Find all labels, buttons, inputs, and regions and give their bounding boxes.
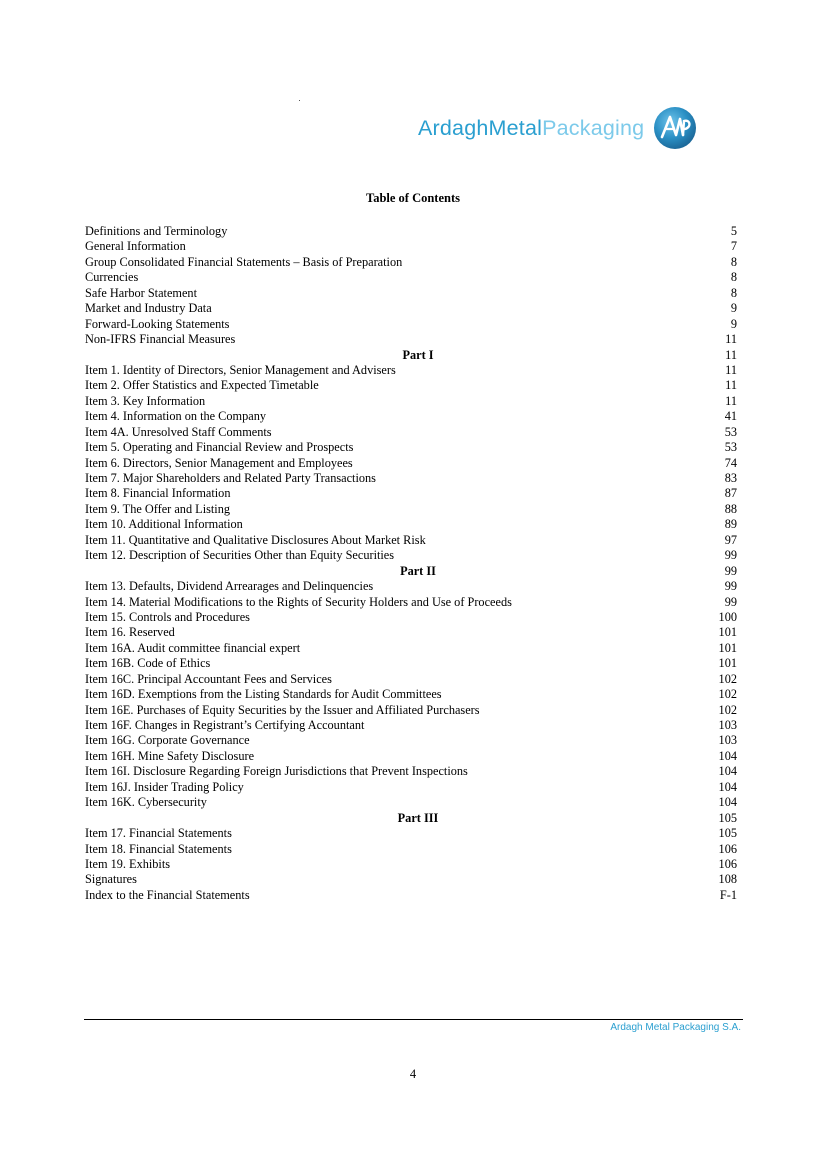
toc-entry[interactable] (85, 703, 737, 718)
toc-entry-label: Item 16G. Corporate Governance (85, 733, 250, 748)
toc-entry[interactable] (85, 286, 737, 301)
toc-entry[interactable] (85, 780, 737, 795)
toc-entry[interactable] (85, 733, 737, 748)
toc-entry-label: Part III (397, 810, 439, 825)
toc-entry-label: Item 1. Identity of Directors, Senior Management and Advisers (85, 362, 396, 377)
toc-entry-label: Item 16I. Disclosure Regarding Foreign Jurisdictions that Prevent Inspections (85, 764, 468, 779)
toc-entry-page: 8 (730, 285, 737, 300)
toc-entry[interactable] (85, 579, 737, 594)
toc-entry[interactable] (85, 255, 737, 270)
toc-entry-label: Item 6. Directors, Senior Management and Employees (85, 455, 353, 470)
toc-entry-page: 8 (730, 270, 737, 285)
toc-entry-label: Item 16J. Insider Trading Policy (85, 779, 244, 794)
toc-part-heading[interactable] (85, 348, 737, 363)
toc-entry-label: Item 16F. Changes in Registrant’s Certifying Accountant (85, 718, 365, 732)
toc-entry[interactable] (85, 842, 737, 857)
table-of-contents (85, 224, 737, 903)
toc-entry-page: 104 (718, 795, 737, 810)
toc-entry-page: F-1 (719, 887, 737, 902)
toc-entry-label: Signatures (85, 872, 137, 887)
toc-entry-page: 11 (725, 362, 737, 377)
toc-entry-page: 97 (724, 532, 737, 547)
company-logo (418, 104, 698, 152)
toc-entry[interactable] (85, 363, 737, 378)
toc-entry[interactable] (85, 409, 737, 424)
toc-entry-label: Item 12. Description of Securities Other than Equity Securities (85, 548, 395, 563)
toc-entry-page: 100 (718, 609, 737, 624)
toc-entry-label: Index to the Financial Statements (85, 887, 250, 902)
toc-entry-label: Item 18. Financial Statements (85, 841, 232, 856)
toc-entry-label: Item 8. Financial Information (85, 486, 231, 501)
toc-entry-page: 104 (718, 764, 737, 779)
toc-entry-page: 103 (718, 733, 737, 748)
toc-entry-page: 74 (724, 455, 737, 470)
footer-company-name: Ardagh Metal Packaging S.A. (610, 1022, 741, 1033)
footer-divider (84, 1019, 743, 1020)
logo-wordmark-bold: ArdaghMetal (418, 115, 543, 140)
toc-entry-page: 83 (724, 471, 737, 485)
toc-entry[interactable] (85, 764, 737, 779)
toc-entry-label: Item 16. Reserved (85, 625, 175, 640)
toc-entry-label: Safe Harbor Statement (85, 285, 197, 300)
toc-entry[interactable] (85, 332, 737, 347)
toc-entry-page: 99 (724, 563, 737, 578)
toc-entry-page: 101 (718, 625, 737, 640)
toc-entry-label: Part I (402, 347, 434, 362)
toc-entry-label: Item 19. Exhibits (85, 856, 171, 871)
toc-entry-page: 102 (718, 687, 737, 702)
toc-entry[interactable] (85, 502, 737, 517)
toc-entry[interactable] (85, 672, 737, 687)
toc-entry-label: Item 11. Quantitative and Qualitative Disclosures About Market Risk (85, 532, 426, 547)
logo-wordmark (418, 116, 644, 141)
toc-entry[interactable] (85, 270, 737, 285)
toc-entry[interactable] (85, 548, 737, 563)
toc-entry-page: 87 (724, 486, 737, 501)
toc-entry-page: 5 (730, 224, 737, 238)
toc-entry-label: Item 14. Material Modifications to the Rights of Security Holders and Use of Proceeds (85, 594, 512, 609)
toc-entry-label: Item 16D. Exemptions from the Listing Standards for Audit Committees (85, 687, 442, 702)
toc-entry[interactable] (85, 394, 737, 409)
toc-entry-label: Item 13. Defaults, Dividend Arrearages and Delinquencies (85, 579, 374, 594)
toc-entry[interactable] (85, 378, 737, 393)
toc-entry-page: 9 (730, 316, 737, 331)
toc-entry[interactable] (85, 718, 737, 733)
amp-globe-icon (652, 105, 698, 151)
toc-entry-label: Item 16C. Principal Accountant Fees and Services (85, 671, 332, 686)
toc-entry[interactable] (85, 471, 737, 486)
toc-entry[interactable] (85, 224, 737, 239)
toc-entry-label: Item 17. Financial Statements (85, 826, 232, 841)
toc-entry-page: 11 (725, 332, 737, 347)
toc-entry-page: 89 (724, 517, 737, 532)
toc-entry-page: 11 (725, 378, 737, 393)
toc-entry-page: 106 (718, 841, 737, 856)
toc-entry[interactable] (85, 239, 737, 254)
toc-entry-page: 101 (718, 656, 737, 671)
toc-entry[interactable] (85, 595, 737, 610)
toc-entry-page: 99 (724, 594, 737, 609)
toc-entry-page: 104 (718, 748, 737, 763)
toc-entry-page: 99 (724, 548, 737, 563)
toc-entry-label: Item 5. Operating and Financial Review and Prospects (85, 440, 354, 455)
toc-entry-page: 102 (718, 671, 737, 686)
toc-entry-label: Part II (400, 563, 436, 578)
toc-entry[interactable] (85, 656, 737, 671)
toc-part-heading[interactable] (85, 811, 737, 826)
toc-entry[interactable] (85, 687, 737, 702)
toc-entry-page: 104 (718, 779, 737, 794)
toc-entry[interactable] (85, 641, 737, 656)
page-number: 4 (409, 1067, 417, 1081)
toc-entry-page: 53 (724, 440, 737, 455)
toc-entry-label: Market and Industry Data (85, 301, 212, 316)
toc-title: Table of Contents (366, 191, 460, 205)
toc-entry-page: 11 (725, 347, 737, 362)
toc-entry-label: Item 4A. Unresolved Staff Comments (85, 424, 272, 439)
toc-entry-label: Item 7. Major Shareholders and Related Party Transactions (85, 471, 376, 485)
toc-entry-page: 53 (724, 424, 737, 439)
toc-entry-page: 105 (718, 826, 737, 841)
toc-entry-page: 7 (730, 239, 737, 254)
toc-entry-page: 99 (724, 579, 737, 594)
toc-entry[interactable] (85, 517, 737, 532)
toc-entry-label: Forward-Looking Statements (85, 316, 230, 331)
toc-entry-label: Item 16A. Audit committee financial expert (85, 640, 301, 655)
toc-entry-page: 11 (725, 393, 737, 408)
toc-entry[interactable] (85, 888, 737, 903)
toc-entry-label: Item 9. The Offer and Listing (85, 501, 231, 516)
toc-entry-page: 101 (718, 640, 737, 655)
toc-entry[interactable] (85, 301, 737, 316)
toc-entry-label: Item 4. Information on the Company (85, 409, 267, 424)
toc-entry-page: 108 (718, 872, 737, 887)
toc-entry-label: Item 10. Additional Information (85, 517, 243, 532)
toc-entry-label: Item 16B. Code of Ethics (85, 656, 211, 671)
toc-entry[interactable] (85, 749, 737, 764)
toc-entry-page: 9 (730, 301, 737, 316)
toc-entry-page: 41 (724, 409, 737, 424)
toc-entry-label: General Information (85, 239, 186, 254)
toc-entry-label: Item 16E. Purchases of Equity Securities by the Issuer and Affiliated Purchasers (85, 702, 480, 717)
toc-entry[interactable] (85, 857, 737, 872)
toc-entry-page: 105 (718, 810, 737, 825)
toc-entry-label: Item 2. Offer Statistics and Expected Timetable (85, 378, 319, 393)
toc-entry-page: 8 (730, 254, 737, 269)
toc-entry-label: Item 16K. Cybersecurity (85, 795, 207, 810)
toc-part-heading[interactable] (85, 564, 737, 579)
toc-entry[interactable] (85, 610, 737, 625)
stray-dot (299, 100, 300, 101)
toc-entry[interactable] (85, 533, 737, 548)
logo-wordmark-light: Packaging (542, 115, 645, 140)
toc-entry-label: Currencies (85, 270, 139, 285)
toc-entry[interactable] (85, 826, 737, 841)
toc-entry[interactable] (85, 425, 737, 440)
toc-entry-label: Item 16H. Mine Safety Disclosure (85, 748, 255, 763)
toc-entry[interactable] (85, 486, 737, 501)
toc-entry-label: Definitions and Terminology (85, 224, 228, 238)
toc-entry-page: 106 (718, 856, 737, 871)
toc-entry[interactable] (85, 456, 737, 471)
toc-entry-page: 102 (718, 702, 737, 717)
toc-entry[interactable] (85, 795, 737, 810)
toc-entry-label: Group Consolidated Financial Statements – Basis of Preparation (85, 254, 403, 269)
toc-entry-label: Item 3. Key Information (85, 393, 206, 408)
toc-entry-label: Non-IFRS Financial Measures (85, 332, 236, 347)
toc-entry-page: 103 (718, 718, 737, 732)
toc-entry-label: Item 15. Controls and Procedures (85, 609, 250, 624)
toc-entry-page: 88 (724, 501, 737, 516)
toc-entry[interactable] (85, 317, 737, 332)
toc-entry[interactable] (85, 440, 737, 455)
toc-entry[interactable] (85, 872, 737, 887)
toc-entry[interactable] (85, 625, 737, 640)
